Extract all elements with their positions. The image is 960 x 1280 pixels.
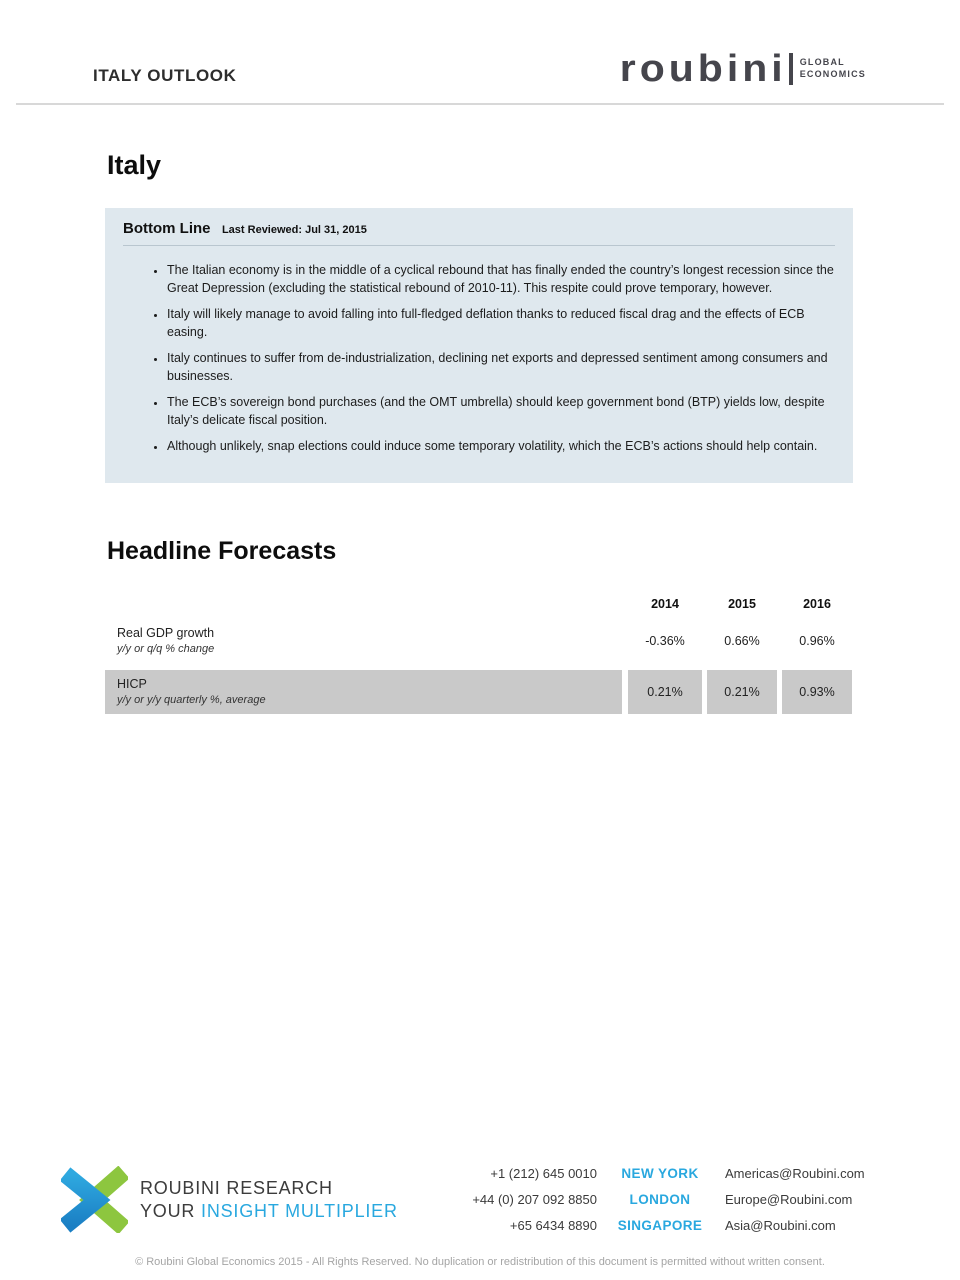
footer-brand-text: [140, 1177, 398, 1222]
year-header: 2015: [728, 597, 756, 611]
table-row-real-gdp: [105, 618, 852, 664]
logo-subtitle-line2: ECONOMICS: [799, 68, 866, 79]
row-label: HICP: [117, 677, 147, 691]
copyright-notice: © Roubini Global Economics 2015 - All Rights Reserved. No duplication or redistribution of this document is permitted without written consent.: [135, 1256, 825, 1268]
row-sublabel: y/y or q/q % change: [117, 642, 215, 655]
bullet-item: • Italy will likely manage to avoid falling into full-fledged deflation thanks to reduced fiscal drag and the effects of ECB easing.: [166, 305, 835, 341]
phone-number: +44 (0) 207 092 8850: [472, 1191, 597, 1207]
year-header: 2016: [803, 597, 831, 611]
office-email: Americas@Roubini.com: [725, 1165, 865, 1181]
forecast-table: [105, 592, 852, 714]
header-spacer-cell: [105, 592, 622, 616]
row-label-cell: [105, 670, 622, 714]
report-title: ITALY OUTLOOK: [93, 66, 237, 85]
office-city: SINGAPORE: [617, 1217, 703, 1233]
forecast-value: 0.21%: [628, 670, 702, 714]
forecast-value: 0.21%: [707, 670, 777, 714]
section-title-headline-forecasts: Headline Forecasts: [107, 537, 337, 565]
office-city: NEW YORK: [621, 1165, 699, 1181]
forecast-value: 0.66%: [724, 634, 760, 648]
row-sublabel: y/y or y/y quarterly %, average: [117, 693, 266, 706]
roubini-x-icon: [61, 1166, 128, 1238]
table-row-hicp: [105, 670, 852, 714]
year-header: 2014: [651, 597, 679, 611]
bottom-line-bullet-list: [123, 261, 835, 455]
contact-row: [437, 1186, 865, 1212]
bullet-item: • Although unlikely, snap elections could induce some temporary volatility, which the ECB’s actions should help contain.: [166, 437, 835, 455]
brand-line2: [140, 1200, 398, 1223]
bottom-line-title: Bottom Line: [123, 220, 211, 237]
logo-subtitle: [800, 57, 866, 80]
footer-contacts: [437, 1160, 865, 1238]
roubini-logo: [620, 48, 866, 89]
header-divider: [16, 103, 944, 105]
page-title: Italy: [107, 150, 162, 180]
forecast-value: 0.96%: [799, 634, 835, 648]
bullet-item: • Italy continues to suffer from de-industrialization, declining net exports and depressed sentiment among consumers and businesses.: [166, 349, 835, 385]
logo-subtitle-line1: GLOBAL: [799, 57, 845, 68]
bullet-item: • The ECB’s sovereign bond purchases (and the OMT umbrella) should keep government bond (BTP) yields low, despite Italy’s delicate fiscal position.: [166, 393, 835, 429]
brand-line2-prefix: YOUR: [140, 1200, 202, 1221]
brand-line2-accent: INSIGHT MULTIPLIER: [201, 1200, 398, 1221]
bottom-line-header: [123, 220, 835, 246]
contact-row: [437, 1160, 865, 1186]
last-reviewed-label: Last Reviewed: Jul 31, 2015: [221, 224, 367, 236]
forecast-value: -0.36%: [645, 634, 685, 648]
logo-divider-bar: [789, 53, 793, 85]
brand-line1: ROUBINI RESEARCH: [140, 1178, 333, 1198]
bullet-item: • The Italian economy is in the middle of a cyclical rebound that has finally ended the country’s longest recession since the Great Depression (excluding the statistical rebound of 2010-11). This respite could prove temporary, however.: [166, 261, 835, 297]
office-email: Asia@Roubini.com: [725, 1217, 836, 1233]
forecast-table-header-row: [105, 592, 852, 616]
roubini-wordmark: roubini: [619, 46, 787, 90]
contact-row: [437, 1212, 865, 1238]
row-label-cell: [105, 618, 622, 664]
phone-number: +1 (212) 645 0010: [490, 1165, 597, 1181]
office-email: Europe@Roubini.com: [725, 1191, 853, 1207]
phone-number: +65 6434 8890: [509, 1217, 597, 1233]
forecast-value: 0.93%: [782, 670, 852, 714]
bottom-line-box: [105, 208, 853, 483]
row-label: Real GDP growth: [117, 626, 215, 640]
office-city: LONDON: [629, 1191, 691, 1207]
